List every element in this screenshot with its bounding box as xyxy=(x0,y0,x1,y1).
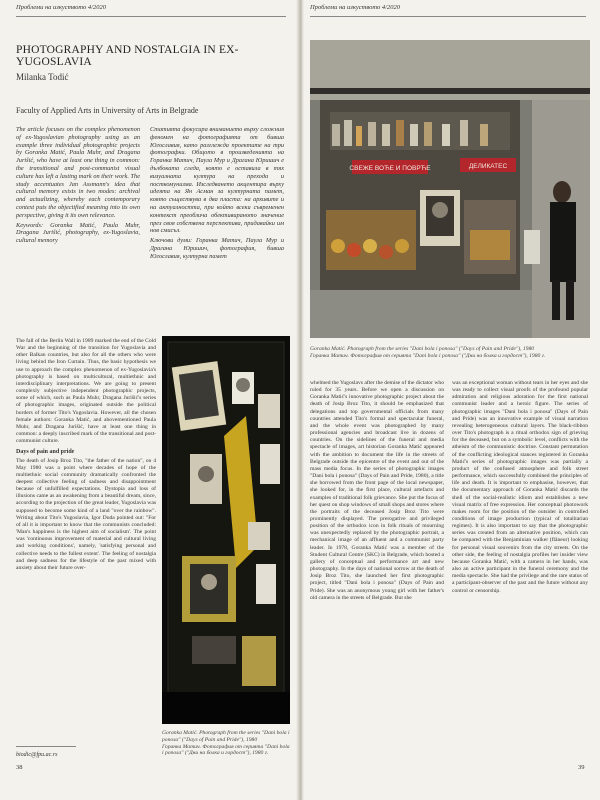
body-column-left xyxy=(16,338,156,572)
page-number-left: 38 xyxy=(16,764,23,771)
book-gutter xyxy=(296,0,304,800)
body-column-right-1: whelmed the Yugoslavs after the demise of the dictator who ruled for 35 years. Before we open a discussion on Goranka Matić's innovative photographic project about the death of Josip Broz Tito, it should be emphasized that delegations and top governmental officials from many countries attended Tito's formal and spectacular funeral, and the whole event was photographed by many professional agencies and broadcast live in dozens of countries. On the sidelines of the funeral and media spectacle of images, art historian Goranka Matić appeared with the ambition to document the life in the streets of Belgrade outside the epicentre of the event and out of the mass media focus. In the series of photographic images "Dani bola i ponosa" (Days of Pain and Pride, 1980), a title she borrowed from the front page of the local newspaper, she looked for, in the first place, cultural artefacts and examples of traditional folk grievance. She put the focus of her quest on shop windows of small shops and stores where the portraits of the deceased Josip Broz Tito were prominently displayed. The prerogative and privileged position of the orthodox icon in folk rituals of mourning was unexpectedly replaced by the photographic portrait, a mechanical image of an affluent and a communist party leader. In 1978, Goranka Matić was a member of the Student Cultural Centre (SKC) in Belgrade, which hosted a gallery of conceptual and performance art and new photography. In the days of national sorrow at the death of Josip Broz Tito, she launched her first photographic project, titled "Dani bola i ponosa" (Days of Pain and Pride). She was an anonymous young girl with her father's old camera in the streets of Belgrade. But she xyxy=(310,380,444,601)
sign-fresh-produce: СВЕЖЕ ВОЋЕ И ПОВРЋЕ xyxy=(349,165,431,172)
author-email: biodic@fpu.ac.rs xyxy=(16,752,58,758)
caption-bulgarian: Горанка Матич. Фотография от серията "Dani bola i ponosa" ("Дни на болка и гордост"), 1980 г. xyxy=(162,743,290,757)
abstract-bg-text: Статията фокусира вниманието върху сложния феномен на фотографията от бивша Югославия, като разглежда проектите на три фотографки. Общото в произведенията на Горанка Матич, Паула Мур и Драгана Юришич е дълбоката следа, която е оставила в тях визуалната култура на прехода и посткомунизма. Изследването акцентира върху идеята на Ян Асман за културната памет, която съществува в два пласта: на архивите и на актуалността, при който всеки съвременен контекст преоблича обективираното значение през своя собствена перспектива, придавайки им нов смисъл. xyxy=(150,126,284,235)
caption-bulgarian: Горанка Матич. Фотография от серията "Dani bola i ponosa" ("Дни на болка и гордост"), 1980 г. xyxy=(310,352,546,359)
kiosk-photo-right xyxy=(310,40,590,338)
sign-delicatessen: ДЕЛИКАТЕС xyxy=(468,163,508,170)
page-number-right: 39 xyxy=(578,764,585,771)
abstract-en-text: The article focuses on the complex phenomenon of ex-Yugoslavian photography using as an example three individual photographic projects by Goranka Matić, Paula Muhr, and Dragana Jurišić, who have at least one thing in common: the transitional and post-communist visual culture has left a lasting mark on their work. The study accentuates Jan Assmann's idea that cultural memory exists in two modes: archival and actualizing, whereby each contemporary context puts the objectified meaning into its own perspective, giving it its own relevance. xyxy=(16,126,140,219)
abstract-bulgarian xyxy=(150,126,284,261)
shop-window-photo-left xyxy=(162,336,290,724)
running-head: Проблеми на изкуството 4/2020 xyxy=(16,4,106,11)
footnote-rule xyxy=(16,746,76,747)
kiosk-photo-graphic xyxy=(310,40,590,338)
header-rule xyxy=(310,16,586,17)
author-name: Milanka Todić xyxy=(16,72,69,82)
right-page xyxy=(300,0,600,800)
article-title: PHOTOGRAPHY AND NOSTALGIA IN EX-YUGOSLAVIA xyxy=(16,44,239,68)
body-paragraph: The fall of the Berlin Wall in 1989 marked the end of the Cold War and the beginning of the transition for Yugoslavia and other Balkan countries, but also for all the others who were living behind the Iron Curtain. Thus, the basic hypothesis we use to approach the complex phenomenon of ex-Yugoslavia's photography is based on multicultural, multiethnic and interdisciplinary interpretations. We are going to present complexly subjective independent photographic projects, some of which, such as Paula Muhr, Dragana Jurišić's series of photographic images, originated outside the political borders of former Tito's Yugoslavia. However, all the chosen female authors: Goranka Matić, and abovementioned Paula Muhr, and Dragana Jurišić, have at least one thing in common: a deeply inscribed mark of the transitional and post-communist culture. xyxy=(16,338,156,445)
body-paragraph: The death of Josip Broz Tito, "the father of the nation", on 4 May 1980 was a point where decades of hope of the multiethnic social community dramatically confronted the deepest collective feeling of sadness and disappointment because of unfulfilled expectations. Dystopia and loss of illusions came as an awakening from a beautiful dream, since, according to the projection of the great leader, Yugoslavia was supposed to become some kind of a land "over the rainbow". Writing about Tito's Yugoslavia, Igor Duda pointed out: "For of all it is important to know that the communists concluded: 'Man's happiness is the highest aim of socialism'. The point was 'continuous improvement of material and cultural living and working conditions', namely, 'satisfying personal and collective needs to the fullest extent'. The feeling of nostalgia and deep sadness for the lifestyle of the past mixed with anxiety about their future over- xyxy=(16,457,156,571)
caption-english: Goranka Matić. Photograph from the series "Dani bola i ponosa" ("Days of Pain and Pride"), 1980 xyxy=(310,346,535,352)
photo-caption-right xyxy=(310,346,590,360)
affiliation: Faculty of Applied Arts in University of Arts in Belgrade xyxy=(16,106,199,115)
running-head: Проблеми на изкуството 4/2020 xyxy=(310,4,400,11)
abstract-english xyxy=(16,126,140,245)
photo-caption-left xyxy=(162,730,292,757)
keywords-en: Keywords: Goranka Matić, Paula Muhr, Dragana Jurišić, photography, ex-Yugoslavia, cultural memory xyxy=(16,221,140,245)
caption-english: Goranka Matić. Photograph from the series "Dani bola i ponosa" ("Days of Pain and Pride"), 1980 xyxy=(162,730,290,743)
body-column-right-2: was an exceptional woman without tears in her eyes and she was ready to collect visual proofs of the profound popular admiration and religious adoration for the first national communist leader and a heroic figure. The series of photographic images "Dani bola i ponosa" (Days of Pain and Pride) was an innovative example of visual narration revealing heterogeneous cultural layers. The black-ribbon over Tito's photograph is a ritual orthodox sign of grieving for the deceased, but on a symbolic level, conflicts with the atheism of the communistic doctrine. Constant permutation of the conflicting ideological stances registered in Goranka Matić's series of photographic images was partially a product of the confused atmosphere and folk street performance, which successfully combined the principles of life and death. It is important to emphasise, however, that the documentary approach of Goranka Matić discards the shell of the social-realistic idiom and establishes a new visual matrix of free expression. Her conceptual photowork makes room for the position of the outsider in controlled conditions of image production (typical of totalitarian regimes). It is also important to say that the photographic series was created from an alternative position, which can be compared with the Benjaminian walker (flâneur) looking for personal visual souvenirs from the city streets. On the other side, the feeling of nostalgia profiles her insider view because Goranka Matić, with a camera in her hands, was also an active participant in the funeral ceremony and the media spectacle. She had the privilege and the rare status of a participant-observer of the past and the future without any control or censorship. xyxy=(452,380,588,594)
shop-window-photo-graphic xyxy=(162,336,290,724)
keywords-bg: Ключови думи: Горанка Матич, Паула Мур и Драгана Юришич, фотография, бивша Югославия, културна памет xyxy=(150,237,284,260)
header-rule xyxy=(16,16,286,17)
section-heading: Days of pain and pride xyxy=(16,449,75,456)
